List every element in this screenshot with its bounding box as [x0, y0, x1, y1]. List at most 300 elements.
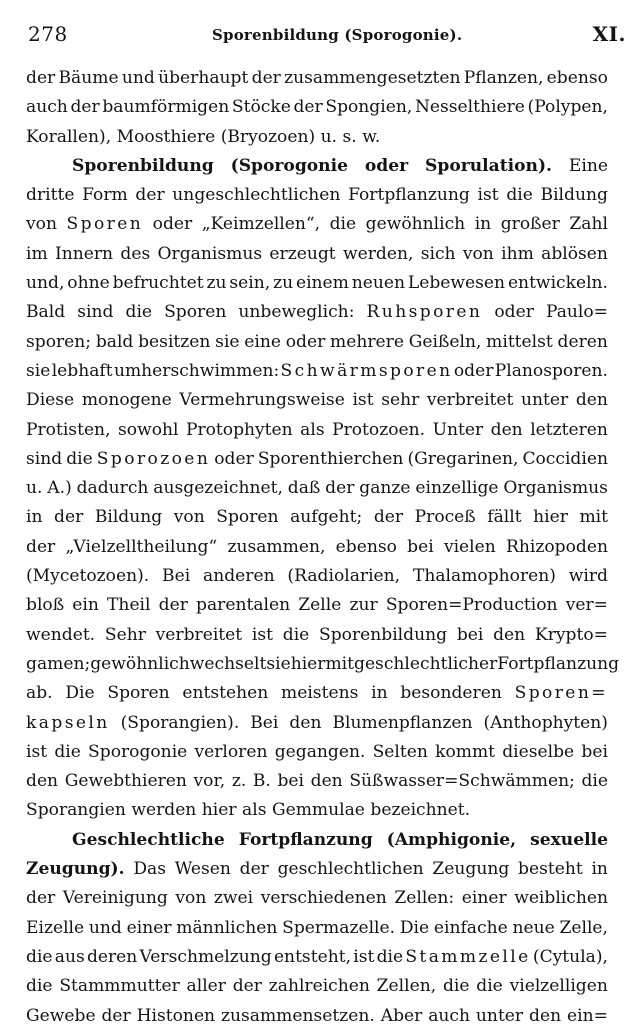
text-line: [26, 650, 620, 679]
word: deren: [86, 946, 138, 967]
word: (Bryozoen): [220, 126, 316, 147]
word: den: [26, 771, 59, 792]
word: Sporen=: [514, 683, 608, 704]
body-text: [26, 64, 620, 1031]
word: in: [591, 859, 608, 880]
word: bei: [456, 624, 484, 645]
word: ab.: [26, 683, 53, 704]
word: Bald: [26, 302, 66, 323]
word: unbeweglich:: [238, 302, 355, 323]
word: besitzen: [138, 331, 211, 352]
word: verschiedenen: [260, 888, 387, 909]
text-line: [26, 943, 608, 972]
word: männlichen: [176, 917, 278, 938]
word: ist: [477, 185, 499, 206]
word: und: [88, 917, 122, 938]
word: ausgezeichnet,: [153, 478, 283, 499]
word: der: [158, 595, 188, 616]
word: eine: [244, 331, 281, 352]
word: Organismus: [157, 243, 263, 264]
text-line: [26, 591, 608, 620]
word: einem: [295, 273, 349, 294]
word: bezeichnet.: [370, 800, 471, 821]
word: Stöcke: [231, 97, 291, 118]
word: Protozoen.: [332, 419, 426, 440]
word: w.: [362, 126, 381, 147]
word: neue: [512, 917, 555, 938]
word: Innern: [55, 243, 114, 264]
word: zwei: [213, 888, 254, 909]
word: Moosthiere: [116, 126, 216, 147]
word: „Vielzelltheilung“: [65, 536, 218, 557]
word: Ruhsporen: [366, 302, 483, 323]
word: vielen: [443, 536, 496, 557]
word: von: [26, 214, 57, 235]
word: Bäume: [58, 68, 119, 88]
word: einzellige: [415, 478, 499, 499]
word: und,: [26, 273, 65, 294]
word: Aber: [380, 1005, 423, 1026]
word: Sehr: [104, 624, 146, 645]
word: ungeschlechtlichen: [172, 185, 341, 206]
word: A.): [47, 478, 72, 499]
word: Thalamophoren): [412, 566, 556, 587]
word: Zeugung).: [26, 859, 125, 880]
word: dritte: [26, 185, 75, 206]
word: sexuelle: [530, 829, 608, 850]
word: ist: [352, 390, 374, 411]
word: die: [26, 946, 53, 967]
word: mehrere: [330, 331, 404, 352]
word: (Anthophyten): [483, 712, 608, 733]
word: neuen: [351, 273, 406, 294]
word: Protisten,: [26, 419, 111, 440]
word: geschlechtlichen: [277, 859, 424, 880]
word: zu: [273, 273, 294, 294]
word: (Polypen,: [527, 97, 608, 118]
word: anderen: [203, 566, 275, 587]
text-line: [26, 93, 608, 122]
word: verbreitet: [426, 390, 514, 411]
word: Sporen: [66, 214, 144, 235]
word: Gewebe: [26, 1005, 96, 1026]
word: sowohl: [118, 419, 179, 440]
word: den: [289, 712, 322, 733]
word: sie: [266, 653, 291, 674]
word: oder: [285, 331, 326, 352]
word: Sporen: [216, 507, 279, 528]
word: erzeugt: [269, 243, 336, 264]
word: verbreitet: [155, 624, 243, 645]
word: z.: [231, 771, 247, 792]
word: Bei: [250, 712, 279, 733]
text-line: [26, 269, 608, 298]
text-line: [26, 298, 608, 327]
word: die: [125, 302, 153, 323]
word: sie: [26, 360, 51, 381]
word: (Gregarinen,: [407, 448, 519, 469]
word: Bildung: [94, 507, 163, 528]
word: im: [26, 243, 48, 264]
word: gegangen.: [274, 741, 366, 762]
word: Zellen:: [394, 888, 455, 909]
word: wechselt: [189, 653, 267, 674]
word: die: [54, 741, 81, 762]
word: Zelle: [298, 595, 342, 616]
word: (Cytula),: [532, 946, 608, 967]
word: Sporenthierchen: [257, 448, 404, 469]
text-line: [26, 210, 608, 239]
text-line: [26, 123, 608, 152]
text-line: [26, 796, 608, 825]
word: bald: [95, 331, 134, 352]
text-line: [26, 357, 608, 386]
word: der: [101, 1005, 131, 1026]
word: befruchtet: [112, 273, 204, 294]
word: in: [474, 214, 492, 235]
word: ganze: [359, 478, 411, 499]
word: oder: [494, 302, 534, 323]
word: Theil: [107, 595, 151, 616]
word: der: [135, 185, 165, 206]
word: Paulo=: [545, 302, 608, 323]
word: wendet.: [26, 624, 96, 645]
word: werden: [131, 800, 197, 821]
word: sehr: [381, 390, 420, 411]
word: gamen;: [26, 653, 91, 674]
word: aufgeht;: [290, 507, 363, 528]
word: den: [529, 1005, 562, 1026]
word: wird: [568, 566, 608, 587]
word: der: [70, 97, 100, 118]
word: Rhizopoden: [506, 536, 608, 557]
word: sein,: [229, 273, 271, 294]
word: Zellen,: [376, 976, 437, 997]
word: Zeugung: [432, 859, 510, 880]
word: fällt: [487, 507, 522, 528]
word: oder: [152, 214, 193, 235]
word: sich: [420, 243, 456, 264]
text-line: [26, 855, 608, 884]
word: in: [26, 507, 43, 528]
word: monogene: [81, 390, 172, 411]
word: oder: [214, 448, 254, 469]
word: die: [282, 624, 310, 645]
word: zur: [349, 595, 378, 616]
word: Protophyten: [185, 419, 293, 440]
text-line: [26, 328, 608, 357]
word: Planosporen.: [494, 360, 608, 381]
word: Proceß: [414, 507, 476, 528]
word: der: [251, 68, 281, 88]
text-line: [26, 562, 608, 591]
text-line: [26, 738, 608, 767]
text-line: [26, 416, 608, 445]
text-line: [26, 533, 608, 562]
word: besteht: [518, 859, 583, 880]
word: Die: [65, 683, 95, 704]
text-line: [26, 386, 608, 415]
word: (Radiolarien,: [287, 566, 401, 587]
word: kapseln: [26, 712, 110, 733]
word: Zelle,: [559, 917, 608, 938]
word: der: [26, 68, 56, 88]
word: die: [442, 976, 470, 997]
word: bei: [407, 536, 434, 557]
word: Das: [133, 859, 166, 880]
word: ihm: [501, 243, 534, 264]
word: entsteht,: [273, 946, 352, 967]
text-line: [26, 503, 608, 532]
word: gewöhnlich: [90, 653, 190, 674]
word: Bildung: [540, 185, 608, 206]
word: der: [54, 507, 84, 528]
word: Zahl: [569, 214, 608, 235]
text-line: [26, 679, 608, 708]
text-line: [26, 972, 608, 1001]
word: u.: [320, 126, 338, 147]
word: meistens: [281, 683, 359, 704]
word: dadurch: [76, 478, 149, 499]
word: Gewebthieren: [64, 771, 187, 792]
word: mittelst: [486, 331, 553, 352]
word: und: [121, 68, 155, 88]
text-line: [26, 474, 608, 503]
word: der: [293, 97, 323, 118]
word: ablösen: [541, 243, 608, 264]
word: Pflanzen,: [463, 68, 544, 88]
word: der: [325, 478, 355, 499]
word: dieselbe: [502, 741, 575, 762]
word: den: [490, 419, 523, 440]
word: den: [493, 624, 526, 645]
word: umherschwimmen:: [113, 360, 280, 381]
word: zusammengesetzten: [284, 68, 461, 88]
word: baumförmigen: [102, 97, 230, 118]
word: gewöhnlich: [365, 214, 466, 235]
word: die: [581, 771, 608, 792]
word: Spongien,: [325, 97, 413, 118]
text-line: [26, 709, 608, 738]
word: ohne: [67, 273, 110, 294]
word: Krypto=: [534, 624, 608, 645]
word: zu: [206, 273, 227, 294]
word: der: [373, 507, 404, 528]
word: „Keimzellen“,: [201, 214, 321, 235]
word: Histonen: [136, 1005, 216, 1026]
word: B.: [252, 771, 271, 792]
word: sporen;: [26, 331, 92, 352]
word: sind: [77, 302, 114, 323]
word: Sporozoen: [96, 448, 211, 469]
word: die: [66, 448, 93, 469]
word: ein=: [567, 1005, 608, 1026]
text-line: [26, 621, 608, 650]
word: ebenso: [546, 68, 608, 88]
word: Coccidien: [522, 448, 608, 469]
word: vielzelligen: [509, 976, 608, 997]
word: werden,: [342, 243, 414, 264]
word: die: [329, 214, 357, 235]
word: kommt: [435, 741, 496, 762]
text-line: [26, 884, 608, 913]
word: (Amphigonie,: [386, 829, 517, 850]
word: ebenso: [335, 536, 397, 557]
word: Spermazelle.: [282, 917, 396, 938]
word: bei: [581, 741, 608, 762]
word: von: [173, 507, 205, 528]
page-number: 278: [28, 22, 68, 46]
word: unter: [475, 1005, 524, 1026]
word: zusammen,: [227, 536, 326, 557]
word: die: [26, 976, 53, 997]
word: Fortpflanzung: [348, 185, 470, 206]
word: entwickeln.: [507, 273, 608, 294]
word: Lebewesen: [407, 273, 506, 294]
word: zahlreichen: [268, 976, 370, 997]
word: die: [476, 976, 503, 997]
word: unter: [521, 390, 569, 411]
word: Stammmutter: [59, 976, 180, 997]
word: Sporenbildung: [319, 624, 448, 645]
word: entstehen: [182, 683, 269, 704]
word: Bei: [162, 566, 191, 587]
word: ist: [26, 741, 48, 762]
word: ver=: [565, 595, 608, 616]
word: Vermehrungsweise: [179, 390, 345, 411]
word: lebhaft: [51, 360, 113, 381]
word: Fortpflanzung: [497, 653, 620, 674]
word: Gemmulae: [271, 800, 365, 821]
word: als: [300, 419, 325, 440]
word: Stammzelle: [405, 946, 531, 967]
word: oder: [364, 155, 409, 176]
word: geschlechtlicher: [354, 653, 498, 674]
word: Fortpflanzung: [238, 829, 373, 850]
word: ist: [353, 946, 375, 967]
word: einer: [126, 917, 172, 938]
word: die: [376, 946, 404, 967]
word: deren: [557, 331, 608, 352]
text-line: [26, 152, 608, 181]
word: den: [310, 771, 343, 792]
word: in: [371, 683, 388, 704]
word: von: [462, 243, 494, 264]
word: den: [575, 390, 608, 411]
word: Eine: [568, 155, 608, 176]
word: Sporen: [107, 683, 170, 704]
word: weiblichen: [514, 888, 608, 909]
text-line: [26, 64, 608, 93]
word: aller: [186, 976, 226, 997]
word: hier: [533, 507, 568, 528]
chapter-mark: XI.: [592, 22, 626, 46]
text-line: [26, 767, 608, 796]
word: Unter: [432, 419, 484, 440]
word: (Mycetozoen).: [26, 566, 150, 587]
word: sie: [215, 331, 240, 352]
word: mit: [579, 507, 608, 528]
word: mit: [325, 653, 354, 674]
word: (Sporogonie: [230, 155, 348, 176]
word: von: [175, 888, 207, 909]
word: zusammensetzen.: [220, 1005, 375, 1026]
word: oder: [453, 360, 494, 381]
word: bloß: [26, 595, 65, 616]
word: parentalen: [196, 595, 291, 616]
word: der: [232, 976, 262, 997]
word: großer: [500, 214, 560, 235]
word: Vereinigung: [62, 888, 168, 909]
word: überhaupt: [158, 68, 249, 88]
word: Diese: [26, 390, 75, 411]
word: verloren: [194, 741, 268, 762]
word: des: [120, 243, 151, 264]
word: Organismus: [503, 478, 608, 499]
word: hier: [290, 653, 326, 674]
word: Wesen: [174, 859, 231, 880]
word: bei: [277, 771, 305, 792]
word: einer: [461, 888, 507, 909]
word: aus: [54, 946, 85, 967]
word: Sporulation).: [425, 155, 553, 176]
text-line: [26, 826, 608, 855]
word: Nesselthiere: [414, 97, 525, 118]
page-header: [28, 22, 626, 52]
word: besonderen: [400, 683, 502, 704]
word: Die: [399, 917, 430, 938]
word: vor,: [193, 771, 226, 792]
word: Eizelle: [26, 917, 85, 938]
word: der: [26, 536, 56, 557]
word: auch: [26, 97, 68, 118]
word: als: [242, 800, 267, 821]
word: ein: [72, 595, 99, 616]
word: der: [239, 859, 269, 880]
word: ist: [251, 624, 273, 645]
word: auch: [428, 1005, 471, 1026]
text-line: [26, 240, 608, 269]
text-line: [26, 181, 608, 210]
word: Sporenbildung: [72, 155, 214, 176]
word: die: [506, 185, 533, 206]
running-head: Sporenbildung (Sporogonie).: [212, 26, 463, 44]
word: Sporangien: [26, 800, 126, 821]
text-line: [26, 914, 608, 943]
word: Sporen: [164, 302, 227, 323]
text-line: [26, 445, 608, 474]
word: u.: [26, 478, 43, 499]
word: sind: [26, 448, 63, 469]
word: einfache: [433, 917, 508, 938]
word: Sporen=Production: [385, 595, 558, 616]
word: hier: [201, 800, 237, 821]
word: Blumenpflanzen: [332, 712, 473, 733]
word: der: [26, 888, 56, 909]
word: Verschmelzung: [139, 946, 272, 967]
word: Geißeln,: [408, 331, 482, 352]
word: letzteren: [530, 419, 608, 440]
word: Schwärmsporen: [280, 360, 453, 381]
word: Sporogonie: [88, 741, 188, 762]
word: s.: [342, 126, 357, 147]
word: (Sporangien).: [120, 712, 240, 733]
word: daß: [287, 478, 321, 499]
word: Selten: [372, 741, 428, 762]
word: Geschlechtliche: [72, 829, 225, 850]
word: Korallen),: [26, 126, 112, 147]
word: Süßwasser=Schwämmen;: [349, 771, 575, 792]
